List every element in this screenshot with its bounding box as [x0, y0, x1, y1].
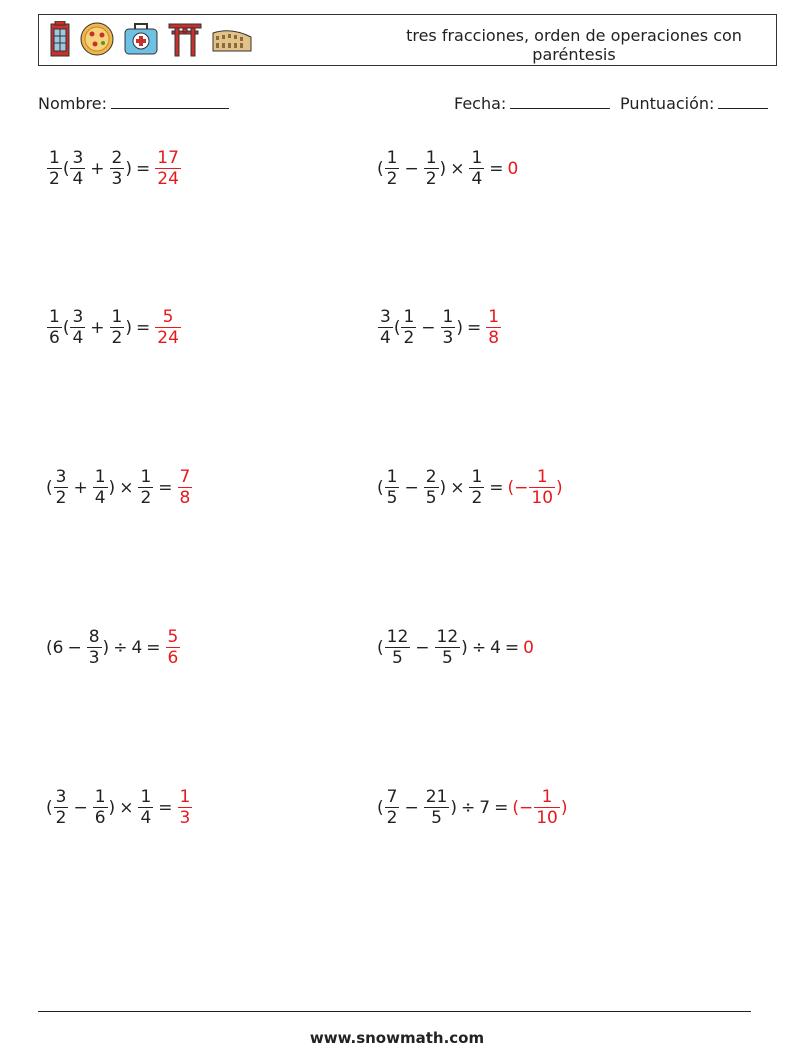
expression-symbol: ( [46, 637, 53, 658]
problem-4 [377, 307, 502, 348]
expression-symbol: + [90, 158, 105, 179]
expression-symbol: ( [46, 797, 53, 818]
denominator: 3 [88, 648, 100, 668]
numerator: 1 [94, 467, 106, 487]
expression-symbol: ) [439, 477, 447, 498]
expression-symbol: ÷ [471, 637, 487, 658]
score-field [620, 94, 768, 113]
expression-symbol: ( [377, 477, 384, 498]
expression-symbol: × [119, 477, 134, 498]
first-aid-kit-icon [123, 22, 159, 60]
fraction [47, 148, 62, 189]
fraction [47, 307, 62, 348]
expression-symbol: ) [125, 158, 133, 179]
fraction [424, 787, 450, 828]
answer [177, 787, 194, 828]
date-label: Fecha: [454, 94, 507, 113]
denominator: 10 [531, 488, 554, 508]
numerator: 1 [425, 148, 437, 168]
expression-symbol: × [450, 158, 465, 179]
date-field [454, 94, 610, 113]
expression-symbol: = [146, 637, 161, 658]
answer [177, 467, 194, 508]
answer [154, 148, 182, 189]
expression-symbol: 7 [479, 797, 491, 818]
denominator: 3 [111, 169, 123, 189]
answer: 0 [507, 158, 519, 179]
numerator: 1 [94, 787, 106, 807]
expression-symbol: = [136, 158, 151, 179]
fraction [155, 148, 181, 189]
denominator: 5 [386, 488, 398, 508]
fraction [110, 307, 125, 348]
fraction [178, 467, 193, 508]
expression-symbol: = [158, 477, 173, 498]
fraction [435, 627, 461, 668]
date-blank[interactable] [510, 94, 610, 109]
expression-symbol: 6 [52, 637, 64, 658]
fraction [486, 307, 501, 348]
answer [165, 627, 182, 668]
name-field [38, 94, 229, 113]
numerator: 1 [488, 307, 500, 327]
fraction [138, 467, 153, 508]
fraction [469, 467, 484, 508]
expression-symbol: − [421, 317, 436, 338]
denominator: 2 [471, 488, 483, 508]
numerator: 17 [157, 148, 179, 168]
denominator: 8 [179, 488, 191, 508]
denominator: 5 [425, 488, 437, 508]
footer-url[interactable]: www.snowmath.com [309, 1029, 485, 1047]
denominator: 4 [471, 169, 483, 189]
expression-symbol: ( [393, 317, 401, 338]
denominator: 4 [140, 808, 152, 828]
numerator: 5 [167, 627, 179, 647]
problem-7 [46, 627, 181, 668]
numerator: 1 [536, 467, 548, 487]
numerator: 1 [403, 307, 415, 327]
denominator: 2 [111, 328, 123, 348]
expression-symbol: − [73, 797, 88, 818]
fraction [178, 787, 193, 828]
answer [485, 307, 502, 348]
numerator: 1 [179, 787, 191, 807]
problem-9 [46, 787, 193, 828]
expression-symbol: = [504, 637, 520, 658]
fraction [385, 627, 411, 668]
denominator: 4 [380, 328, 391, 348]
denominator: 24 [157, 328, 179, 348]
fraction [54, 467, 69, 508]
expression-symbol: ) [556, 477, 563, 498]
fraction [441, 307, 456, 348]
expression-symbol: ) [125, 317, 133, 338]
expression-symbol: × [119, 797, 134, 818]
problem-5 [46, 467, 193, 508]
torii-gate-icon [167, 21, 203, 61]
worksheet-header [38, 14, 777, 66]
name-blank[interactable] [111, 94, 229, 109]
expression-symbol: ( [46, 477, 53, 498]
phone-booth-icon [49, 21, 71, 61]
fraction [469, 148, 484, 189]
answer [508, 467, 563, 508]
answer [512, 787, 567, 828]
expression-symbol: ) [108, 477, 116, 498]
footer-divider [38, 1011, 751, 1012]
numerator: 1 [471, 467, 483, 487]
expression-symbol: + [73, 477, 88, 498]
denominator: 2 [49, 169, 60, 189]
expression-symbol: = [158, 797, 173, 818]
expression-symbol: ÷ [461, 797, 476, 818]
expression-symbol: − [415, 637, 430, 658]
denominator: 5 [431, 808, 442, 828]
denominator: 5 [441, 648, 453, 668]
fraction [138, 787, 153, 828]
fraction [534, 787, 560, 828]
fraction [70, 307, 85, 348]
fraction [385, 148, 400, 189]
expression-symbol: ) [456, 317, 464, 338]
expression-symbol: ( [62, 317, 70, 338]
fraction [424, 467, 439, 508]
numerator: 3 [55, 787, 67, 807]
denominator: 2 [140, 488, 152, 508]
expression-symbol: ) [461, 637, 468, 658]
denominator: 5 [392, 648, 403, 668]
expression-symbol: ( [62, 158, 70, 179]
fraction [70, 148, 85, 189]
name-label: Nombre: [38, 94, 107, 113]
denominator: 4 [94, 488, 106, 508]
denominator: 6 [49, 328, 60, 348]
numerator: 1 [386, 148, 398, 168]
numerator: 7 [386, 787, 398, 807]
expression-symbol: (− [512, 797, 534, 818]
expression-symbol: = [467, 317, 482, 338]
denominator: 10 [536, 808, 558, 828]
numerator: 1 [442, 307, 454, 327]
numerator: 3 [72, 307, 84, 327]
expression-symbol: ) [560, 797, 568, 818]
fraction [385, 467, 400, 508]
expression-symbol: + [90, 317, 105, 338]
numerator: 1 [386, 467, 398, 487]
fraction [166, 627, 181, 668]
fraction [93, 467, 108, 508]
expression-symbol: − [404, 477, 419, 498]
problem-8 [377, 627, 534, 668]
fraction [529, 467, 555, 508]
fraction [155, 307, 181, 348]
numerator: 8 [88, 627, 100, 647]
numerator: 3 [55, 467, 67, 487]
answer: 0 [523, 637, 534, 658]
expression-symbol: (− [507, 477, 529, 498]
fraction [385, 787, 400, 828]
numerator: 1 [541, 787, 553, 807]
denominator: 2 [425, 169, 437, 189]
denominator: 2 [55, 488, 67, 508]
denominator: 4 [72, 169, 84, 189]
expression-symbol: = [489, 477, 504, 498]
denominator: 2 [403, 328, 415, 348]
denominator: 24 [157, 169, 179, 189]
expression-symbol: = [489, 158, 504, 179]
problem-10 [377, 787, 568, 828]
denominator: 6 [94, 808, 106, 828]
problem-1 [46, 148, 182, 189]
numerator: 12 [386, 627, 409, 647]
numerator: 3 [72, 148, 84, 168]
fraction [424, 148, 439, 189]
denominator: 6 [167, 648, 179, 668]
expression-symbol: × [450, 477, 465, 498]
expression-symbol: ÷ [113, 637, 128, 658]
expression-symbol: ) [450, 797, 457, 818]
numerator: 1 [49, 307, 60, 327]
denominator: 2 [386, 808, 398, 828]
problem-6 [377, 467, 563, 508]
expression-symbol: ( [377, 158, 384, 179]
denominator: 2 [55, 808, 67, 828]
denominator: 4 [72, 328, 84, 348]
numerator: 1 [471, 148, 483, 168]
denominator: 3 [442, 328, 454, 348]
fraction [401, 307, 416, 348]
expression-symbol: = [136, 317, 151, 338]
numerator: 1 [140, 467, 152, 487]
problem-3 [46, 307, 182, 348]
pizza-icon [79, 21, 115, 61]
numerator: 2 [111, 148, 123, 168]
problem-2 [377, 148, 518, 189]
fraction [110, 148, 125, 189]
numerator: 12 [436, 627, 459, 647]
numerator: 21 [425, 787, 448, 807]
numerator: 7 [179, 467, 191, 487]
expression-symbol: − [67, 637, 82, 658]
worksheet-title: tres fracciones, orden de operaciones con paréntesis [406, 26, 742, 64]
fraction [87, 627, 102, 668]
denominator: 2 [386, 169, 398, 189]
expression-symbol: ) [439, 158, 447, 179]
numerator: 3 [380, 307, 391, 327]
fraction [54, 787, 69, 828]
numerator: 2 [425, 467, 437, 487]
expression-symbol: ( [377, 797, 384, 818]
colosseum-icon [211, 25, 253, 57]
score-blank[interactable] [718, 94, 768, 109]
answer [154, 307, 182, 348]
denominator: 3 [179, 808, 191, 828]
expression-symbol: = [494, 797, 509, 818]
numerator: 1 [140, 787, 152, 807]
denominator: 8 [488, 328, 500, 348]
expression-symbol: ) [108, 797, 116, 818]
numerator: 5 [162, 307, 174, 327]
numerator: 1 [111, 307, 123, 327]
fraction [93, 787, 108, 828]
expression-symbol: ( [377, 637, 384, 658]
score-label: Puntuación: [620, 94, 715, 113]
expression-symbol: − [404, 158, 419, 179]
expression-symbol: 4 [131, 637, 143, 658]
numerator: 1 [49, 148, 60, 168]
fraction [378, 307, 393, 348]
expression-symbol: ) [102, 637, 110, 658]
icon-strip [49, 21, 253, 61]
expression-symbol: − [404, 797, 419, 818]
expression-symbol: 4 [490, 637, 501, 658]
